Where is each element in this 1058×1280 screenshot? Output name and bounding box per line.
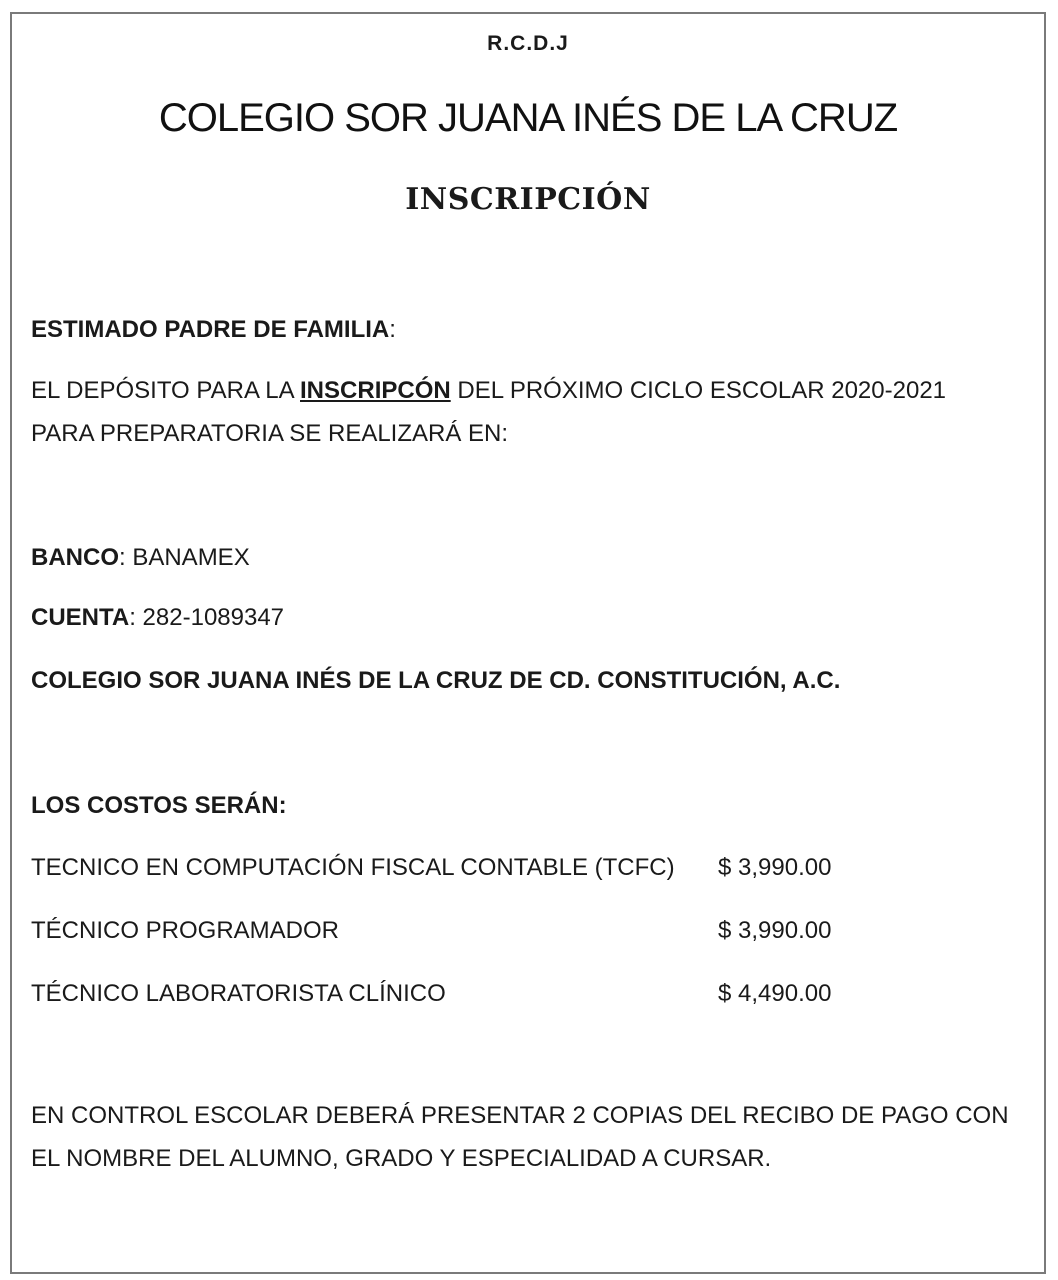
account-line	[31, 604, 284, 632]
account-label: CUENTA	[31, 604, 130, 631]
intro-part-2: DEL PRÓXIMO CICLO ESCOLAR 2020-2021	[450, 377, 947, 404]
account-value: : 282-1089347	[129, 604, 285, 631]
greeting	[31, 316, 396, 344]
bank-value: : BANAMEX	[119, 544, 250, 571]
bank-label: BANCO	[31, 544, 119, 571]
document-page	[10, 12, 1046, 1274]
cost-item-price: $ 3,990.00	[718, 854, 832, 881]
cost-item-name: TECNICO EN COMPUTACIÓN FISCAL CONTABLE (TCFC)	[31, 854, 675, 881]
costs-heading: LOS COSTOS SERÁN:	[31, 792, 287, 819]
cost-item-name: TÉCNICO LABORATORISTA CLÍNICO	[31, 980, 446, 1007]
cost-item-name: TÉCNICO PROGRAMADOR	[31, 917, 340, 944]
greeting-punct: :	[389, 316, 396, 343]
intro-part-1: EL DEPÓSITO PARA LA	[31, 377, 301, 404]
footer-note-line-2: EL NOMBRE DEL ALUMNO, GRADO Y ESPECIALIDAD A CURSAR.	[31, 1145, 772, 1172]
header-code: R.C.D.J	[487, 32, 569, 55]
intro-line-2: PARA PREPARATORIA SE REALIZARÁ EN:	[31, 420, 509, 447]
intro-line-1	[31, 377, 946, 405]
school-name: COLEGIO SOR JUANA INÉS DE LA CRUZ	[158, 96, 898, 140]
greeting-label: ESTIMADO PADRE DE FAMILIA	[31, 316, 390, 343]
footer-note-line-1: EN CONTROL ESCOLAR DEBERÁ PRESENTAR 2 COPIAS DEL RECIBO DE PAGO CON	[31, 1102, 1009, 1129]
cost-item-price: $ 4,490.00	[718, 980, 832, 1007]
beneficiary: COLEGIO SOR JUANA INÉS DE LA CRUZ DE CD. CONSTITUCIÓN, A.C.	[31, 667, 841, 694]
document-title: INSCRIPCIÓN	[405, 182, 651, 217]
bank-line	[31, 544, 250, 572]
intro-emphasis: INSCRIPCÓN	[300, 377, 451, 404]
cost-item-price: $ 3,990.00	[718, 917, 832, 944]
